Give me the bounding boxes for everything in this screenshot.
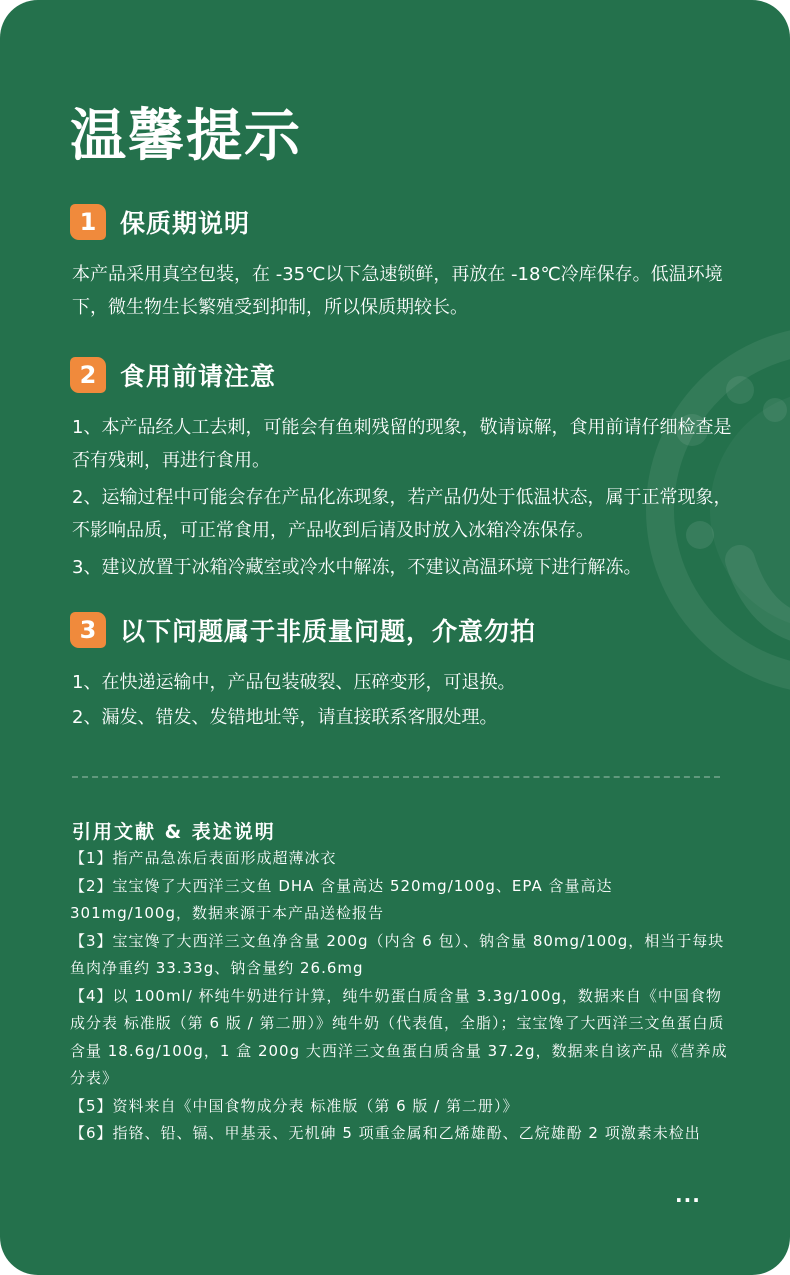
references-heading: 引用文献 & 表述说明 xyxy=(72,821,276,843)
section-1-paragraph: 本产品采用真空包装，在 -35℃以下急速锁鲜，再放在 -18℃冷库保存。低温环境下，微生物生长繁殖受到抑制，所以保质期较长。 xyxy=(72,264,723,318)
section-2-paragraph-1: 1、本产品经人工去刺，可能会有鱼刺残留的现象，敬请谅解，食用前请仔细检查是否有残刺，再进行食用。 xyxy=(72,417,732,471)
section-2-header xyxy=(70,357,276,393)
dashed-divider xyxy=(72,776,720,778)
section-2-paragraph-2: 2、运输过程中可能会存在产品化冻现象，若产品仍处于低温状态，属于正常现象，不影响品质，可正常食用，产品收到后请及时放入冰箱冷冻保存。 xyxy=(72,487,732,541)
reference-item: 【1】指产品急冻后表面形成超薄冰衣 xyxy=(70,849,337,867)
section-number-badge: 3 xyxy=(70,612,106,648)
page-title: 温馨提示 xyxy=(70,104,302,169)
references-list xyxy=(70,845,730,1148)
section-2-paragraph-3: 3、建议放置于冰箱冷藏室或冷水中解冻，不建议高温环境下进行解冻。 xyxy=(72,557,642,578)
section-3-header xyxy=(70,612,536,648)
more-ellipsis-icon[interactable]: ··· xyxy=(675,1188,701,1212)
reference-item: 【2】宝宝馋了大西洋三文鱼 DHA 含量高达 520mg/100g、EPA 含量高达 301mg/100g，数据来源于本产品送检报告 xyxy=(70,876,613,922)
section-title: 食用前请注意 xyxy=(120,362,277,391)
section-3-paragraph-1: 1、在快递运输中，产品包装破裂、压碎变形，可退换。 xyxy=(72,672,516,693)
reference-item: 【4】以 100ml/ 杯纯牛奶进行计算，纯牛奶蛋白质含量 3.3g/100g，数据来自《中国食物成分表 标准版（第 6 版 / 第二册）》纯牛奶（代表值，全脂）；宝宝馋了大西洋三文鱼蛋白质含量 18.6g/100g，1 盒 200g 大西洋三文鱼蛋白质含量 37.2g，数据来自该产品《营养成分表》 xyxy=(70,986,728,1087)
reference-item: 【6】指铬、铅、镉、甲基汞、无机砷 5 项重金属和乙烯雄酚、乙烷雄酚 2 项激素未检出 xyxy=(70,1124,701,1142)
section-1-header xyxy=(70,204,250,240)
section-title: 以下问题属于非质量问题，介意勿拍 xyxy=(120,617,537,646)
section-number-badge: 1 xyxy=(70,204,106,240)
reference-item: 【3】宝宝馋了大西洋三文鱼净含量 200g（内含 6 包）、钠含量 80mg/100g，相当于每块鱼肉净重约 33.33g、钠含量约 26.6mg xyxy=(70,931,725,977)
section-title: 保质期说明 xyxy=(120,209,251,238)
reference-item: 【5】资料来自《中国食物成分表 标准版（第 6 版 / 第二册）》 xyxy=(70,1096,519,1115)
section-number-badge: 2 xyxy=(70,357,106,393)
section-3-paragraph-2: 2、漏发、错发、发错地址等，请直接联系客服处理。 xyxy=(72,707,498,728)
